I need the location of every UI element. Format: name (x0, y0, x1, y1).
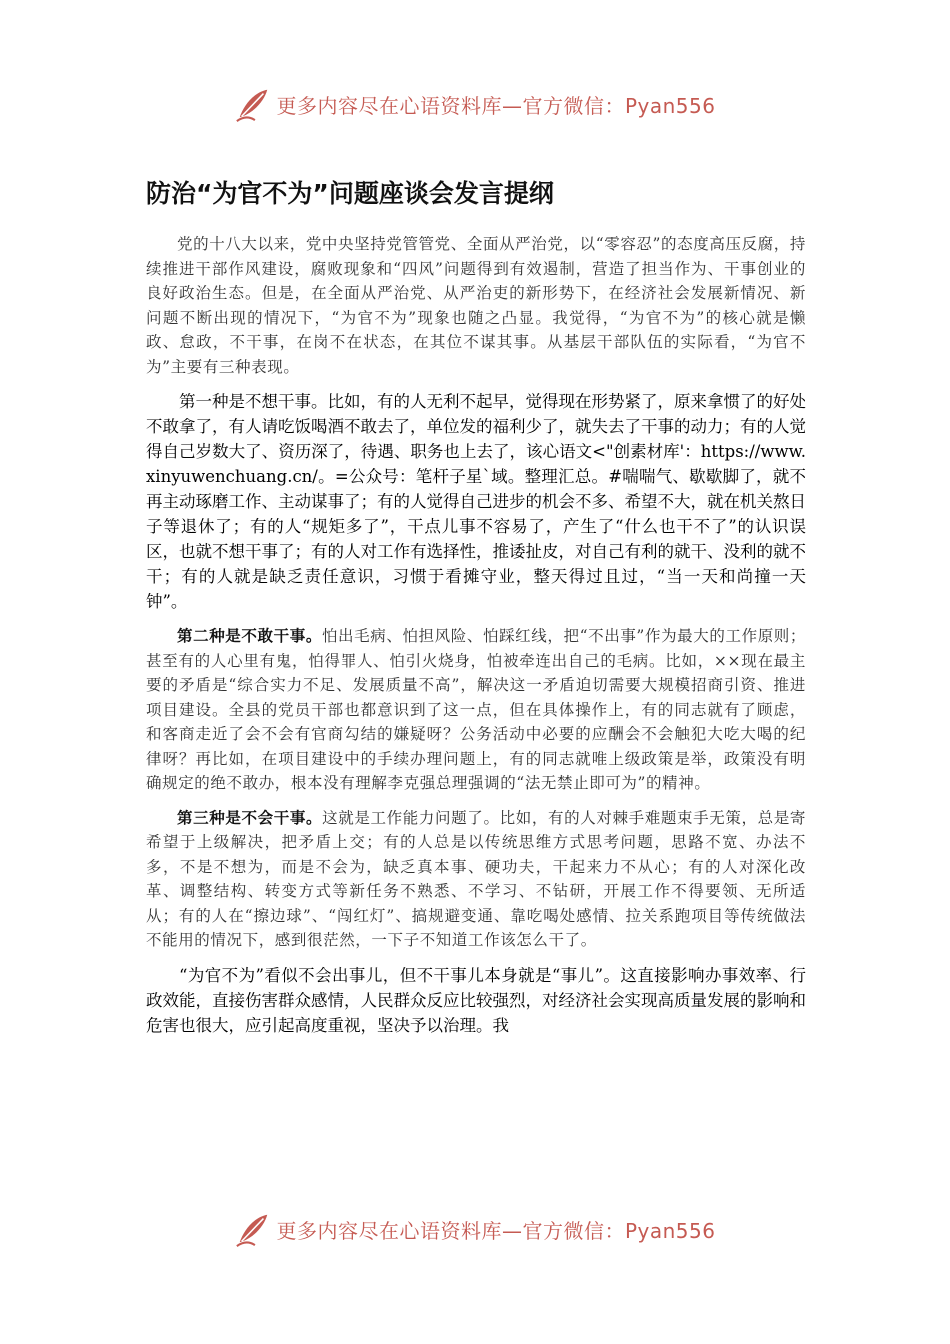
paragraph-text: 第一种是不想干事。比如，有的人无利不起早，觉得现在形势紧了，原来拿惯了的好处不敢拿了，有人请吃饭喝酒不敢去了，单位发的福利少了，就失去了干事的动力；有的人觉得自己岁数大了、资历深了，待遇、职务也上去了，该心语文<"创素材库'：https://www.xinyuwenchuang.cn/。=公众号：笔杆子星`域。整理汇总。#喘喘气、歇歇脚了，就不再主动琢磨工作、主动谋事了；有的人觉得自己进步的机会不多、希望不大，就在机关熬日子等退休了；有的人“规矩多了”，干点儿事不容易了，产生了“什么也干不了”的认识误区，也就不想干事了；有的人对工作有选择性，推诿扯皮，对自己有利的就干、没利的就不干；有的人就是缺乏责任意识，习惯于看摊守业，整天得过且过，“当一天和尚撞一天钟”。 (146, 392, 806, 611)
footer-watermark-banner (0, 1207, 950, 1251)
paragraph-text: 这就是工作能力问题了。比如，有的人对棘手难题束手无策，总是寄希望于上级解决，把矛盾上交；有的人总是以传统思维方式思考问题，思路不宽、办法不多，不是不想为，而是不会为，缺乏真本事、硬功夫，干起来力不从心；有的人对深化改革、调整结构、转变方式等新任务不熟悉、不学习、不钻研，开展工作不得要领、无所适从；有的人在“擦边球”、“闯红灯”、搞规避变通、靠吃喝处感情、拉关系跑项目等传统做法不能用的情况下，感到很茫然，一下子不知道工作该怎么干了。 (146, 808, 806, 949)
paragraph-first-kind (146, 389, 806, 614)
feather-pen-logo-icon (234, 1210, 272, 1248)
banner-text: 更多内容尽在心语资料库—官方微信：Pyan556 (276, 1218, 716, 1243)
header-watermark-banner (0, 82, 950, 126)
paragraph-second-kind (146, 624, 806, 796)
paragraph-conclusion (146, 963, 806, 1038)
document-body (146, 232, 806, 1048)
paragraph-lead: 第二种是不敢干事。 (177, 627, 322, 645)
feather-pen-logo-icon (234, 85, 272, 123)
paragraph-third-kind (146, 806, 806, 953)
document-title: 防治“为官不为”问题座谈会发言提纲 (146, 179, 554, 208)
paragraph-text: 怕出毛病、怕担风险、怕踩红线，把“不出事”作为最大的工作原则；甚至有的人心里有鬼，怕得罪人、怕引火烧身，怕被牵连出自己的毛病。比如，××现在最主要的矛盾是“综合实力不足、发展质量不高”，解决这一矛盾迫切需要大规模招商引资、推进项目建设。全县的党员干部也都意识到了这一点，但在具体操作上，有的同志就有了顾虑，和客商走近了会不会有官商勾结的嫌疑呀？公务活动中必要的应酬会不会触犯大吃大喝的纪律呀？再比如，在项目建设中的手续办理问题上，有的同志就唯上级政策是举，政策没有明确规定的绝不敢办，根本没有理解李克强总理强调的“法无禁止即可为”的精神。 (146, 627, 806, 792)
paragraph-text: “为官不为”看似不会出事儿，但不干事儿本身就是“事儿”。这直接影响办事效率、行政效能，直接伤害群众感情，人民群众反应比较强烈，对经济社会实现高质量发展的影响和危害也很大，应引起高度重视，坚决予以治理。我 (146, 965, 806, 1035)
banner-text: 更多内容尽在心语资料库—官方微信：Pyan556 (276, 93, 716, 118)
paragraph-intro (146, 232, 806, 379)
paragraph-text: 党的十八大以来，党中央坚持党管管党、全面从严治党，以“零容忍”的态度高压反腐，持续推进干部作风建设，腐败现象和“四风”问题得到有效遏制，营造了担当作为、干事创业的良好政治生态。但是，在全面从严治党、从严治吏的新形势下，在经济社会发展新情况、新问题不断出现的情况下，“为官不为”现象也随之凸显。我觉得，“为官不为”的核心就是懒政、怠政，不干事，在岗不在状态，在其位不谋其事。从基层干部队伍的实际看，“为官不为”主要有三种表现。 (146, 235, 806, 376)
paragraph-lead: 第三种是不会干事。 (177, 808, 323, 827)
